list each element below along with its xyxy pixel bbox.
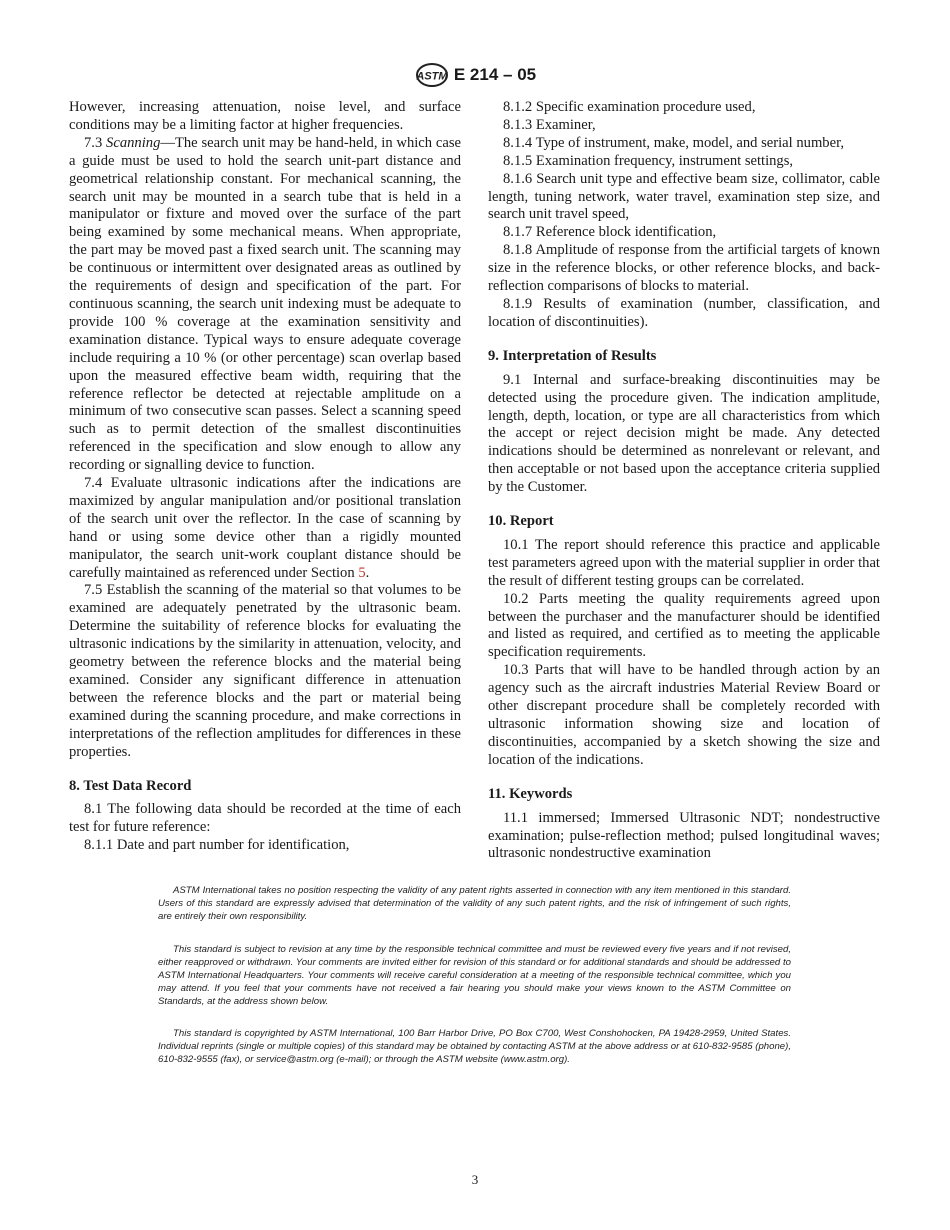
footer-revision-notice: [158, 944, 791, 1009]
paragraph-8-1-4: 8.1.4 Type of instrument, make, model, and serial number,: [503, 134, 844, 151]
heading-10: 10. Report: [488, 513, 554, 530]
paragraph-8-1-5: 8.1.5 Examination frequency, instrument settings,: [503, 152, 794, 169]
paragraph-9-1: 9.1 Internal and surface-breaking discontinuities may be detected using the procedure given. The indication amplitude, length, depth, location, or type are all characteristics from which the accept or reject decision might be made. Any detected indications should be determined as nonrelevant or relevant, and then acceptable or not based upon the acceptance criteria supplied by the Customer.: [488, 371, 880, 496]
svg-text:ASTM: ASTM: [416, 70, 448, 83]
paragraph-8-1-3: 8.1.3 Examiner,: [503, 116, 596, 133]
designation: E 214 – 05: [453, 65, 537, 84]
paragraph-11-1: 11.1 immersed; Immersed Ultrasonic NDT; nondestructive examination; pulse-reflection method; pulsed longitudinal waves; ultrasonic nondestructive examination: [488, 809, 880, 862]
paragraph-10-1: 10.1 The report should reference this practice and applicable test parameters agreed upon with the material supplier in order that the result of different testing groups can be correlated.: [488, 536, 880, 589]
page-number: 3: [471, 1172, 479, 1187]
section-5-link[interactable]: 5: [358, 564, 366, 581]
paragraph-cont: However, increasing attenuation, noise level, and surface conditions may be a limiting factor at higher frequencies.: [69, 99, 461, 133]
paragraph-8-1-9: 8.1.9 Results of examination (number, classification, and location of discontinuities).: [488, 295, 880, 330]
para-end: .: [365, 564, 370, 581]
paragraph-10-2: 10.2 Parts meeting the quality requirements agreed upon between the purchaser and the manufacturer should be identified and listed as required, and certified as to meeting the applicable specification requirements.: [488, 590, 880, 661]
paragraph-7-5: 7.5 Establish the scanning of the material so that volumes to be examined are adequately penetrated by the ultrasonic beam. Determine the suitability of reference blocks for evaluating the ultrasonic indications by the similarity in attenuation, velocity, and geometry between the reference blocks and the material being examined. Consider any significant difference in attenuation between the reference blocks and the part or material being examined during the scanning procedure, and make corrections in interpretations of the reflection amplitudes for differences in these properties.: [69, 582, 461, 760]
footer-copyright-notice: [158, 1028, 791, 1067]
paragraph-8-1-6: 8.1.6 Search unit type and effective beam size, collimator, cable length, tuning network, water travel, examination step size, and search unit travel speed,: [488, 170, 880, 223]
heading-11: 11. Keywords: [488, 785, 573, 802]
heading-9: 9. Interpretation of Results: [488, 347, 657, 364]
para-number: 7.3: [84, 134, 103, 151]
heading-8: 8. Test Data Record: [69, 777, 192, 794]
paragraph-8-1-7: 8.1.7 Reference block identification,: [503, 224, 717, 241]
left-column: [69, 99, 461, 855]
para-body: 7.4 Evaluate ultrasonic indications after the indications are maximized by angular manipulation and/or positional translation of the search unit over the reflector. In the case of scanning by hand or using some device other than a rigidly mounted manipulator, the search unit-work couplant distance should be carefully maintained as referenced under Section: [69, 475, 461, 581]
paragraph-8-1: 8.1 The following data should be recorded at the time of each test for future reference:: [69, 801, 461, 836]
paragraph-10-3: 10.3 Parts that will have to be handled through action by an agency such as the aircraft industries Material Review Board or other discrepant procedure shall be completely recorded with ultrasonic information showing size and location of discontinuities, accompanied by a sketch showing the size and location of the indications.: [488, 662, 880, 768]
footer-text: ASTM International takes no position respecting the validity of any patent rights asserted in connection with any item mentioned in this standard. Users of this standard are expressly advised that determination of the validity of any such patent rights, and the risk of infringement of such rights, are entirely their own responsibility.: [158, 885, 791, 922]
para-title: Scanning: [106, 134, 161, 151]
paragraph-7-4: [69, 475, 461, 582]
para-body: —The search unit may be hand-held, in which case a guide must be used to hold the search unit-part distance and geometrical relationship constant. For mechanical scanning, the search unit may be mounted in a search tube that is held in a manipulator or fixture and moved over the surface of the part being examined by some mechanical means. When appropriate, the part may be moved past a fixed search unit. The scanning may be continuous or intermittent over designated areas as outlined by the requirements of design and specification of the part. For continuous scanning, the search unit indexing must be adequate to provide 100 % coverage at the examination sensitivity and examination distance. Typical ways to ensure adequate coverage include requiring a 10 % (or other percentage) scan overlap based upon the measured effective beam width, requiring that the reference reflector be detected at rejectable amplitude on a minimum of two consecutive scan passes. Select a scanning speed such as to permit detection of the smallest discontinuities referenced in the specification and slow enough to allow any recording or signalling device to function.: [69, 134, 461, 474]
right-column: [488, 99, 880, 863]
paragraph-8-1-1: 8.1.1 Date and part number for identification,: [84, 837, 350, 854]
paragraph-8-1-8: 8.1.8 Amplitude of response from the artificial targets of known size in the reference blocks, or other reference blocks, and back-reflection comparisons of blocks to material.: [488, 242, 880, 295]
footer-patent-notice: [158, 885, 791, 924]
paragraph-8-1-2: 8.1.2 Specific examination procedure used,: [503, 99, 756, 115]
paragraph-7-3: [69, 135, 461, 475]
footer-text: This standard is subject to revision at any time by the responsible technical committee and must be reviewed every five years and if not revised, either reapproved or withdrawn. Your comments are invited either for revision of this standard or for additional standards and should be addressed to ASTM International Headquarters. Your comments will receive careful consideration at a meeting of the responsible technical committee, which you may attend. If you feel that your comments have not received a fair hearing you should make your views known to the ASTM Committee on Standards, at the address shown below.: [158, 944, 791, 1007]
page-header: [0, 62, 950, 88]
footer-text: This standard is copyrighted by ASTM International, 100 Barr Harbor Drive, PO Box C700, West Conshohocken, PA 19428-2959, United States. Individual reprints (single or multiple copies) of this standard may be obtained by contacting ASTM at the above address or at 610-832-9585 (phone), 610-832-9555 (fax), or service@astm.org (e-mail); or through the ASTM website (www.astm.org).: [158, 1028, 791, 1065]
astm-logo-icon: [414, 62, 450, 88]
